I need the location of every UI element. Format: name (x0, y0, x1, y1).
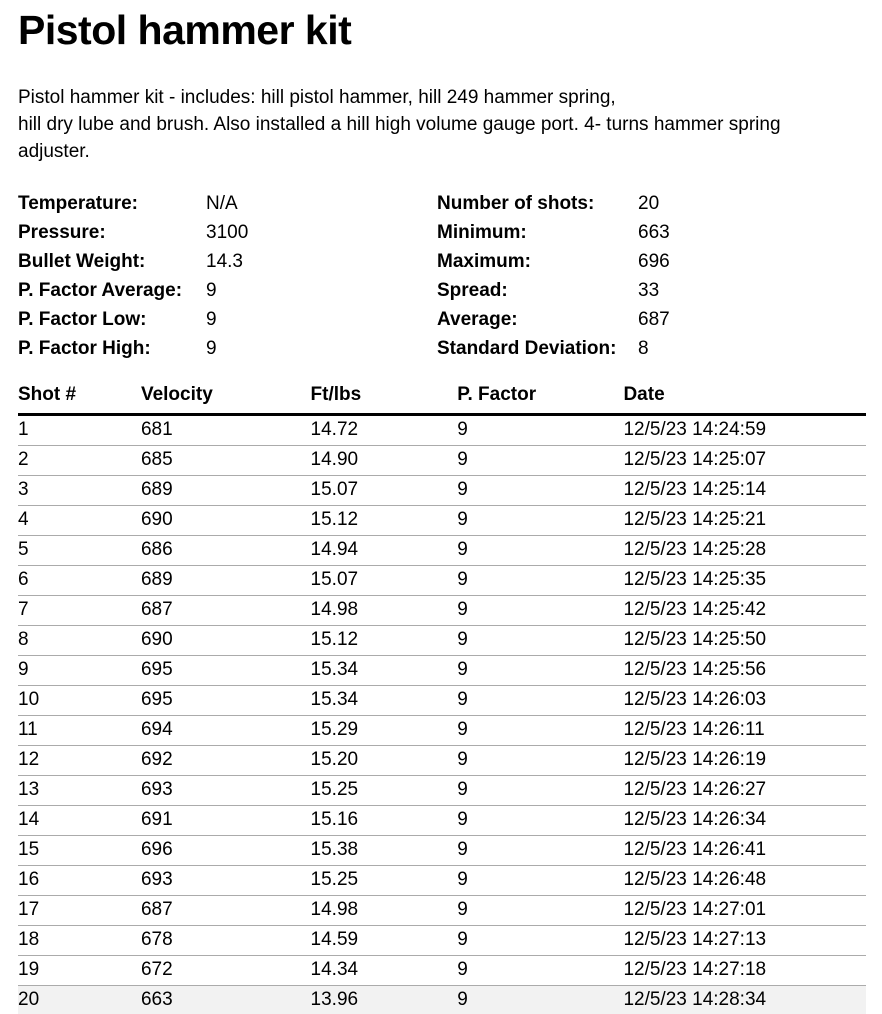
table-cell: 12/5/23 14:26:27 (623, 776, 866, 806)
table-cell: 9 (457, 896, 623, 926)
column-header: Shot # (18, 384, 141, 415)
table-cell: 9 (457, 446, 623, 476)
table-cell: 9 (457, 596, 623, 626)
stat-label: Maximum: (437, 251, 531, 273)
table-row (18, 866, 866, 896)
table-cell: 9 (457, 776, 623, 806)
table-row (18, 836, 866, 866)
stat-value: 696 (638, 251, 670, 273)
table-cell: 2 (18, 446, 141, 476)
stat-value: 9 (206, 280, 217, 302)
stat-label: Minimum: (437, 222, 527, 244)
table-cell: 12/5/23 14:25:14 (623, 476, 866, 506)
table-row (18, 956, 866, 986)
table-cell: 12/5/23 14:26:03 (623, 686, 866, 716)
stat-row (437, 334, 866, 363)
table-row (18, 506, 866, 536)
table-cell: 15.07 (311, 476, 458, 506)
table-cell: 12/5/23 14:25:07 (623, 446, 866, 476)
stat-label: P. Factor Low: (18, 309, 147, 331)
table-cell: 12/5/23 14:24:59 (623, 415, 866, 446)
table-cell: 9 (457, 926, 623, 956)
stat-row (437, 218, 866, 247)
table-cell: 6 (18, 566, 141, 596)
table-cell: 687 (141, 896, 311, 926)
table-cell: 9 (457, 476, 623, 506)
table-cell: 696 (141, 836, 311, 866)
table-cell: 12/5/23 14:26:34 (623, 806, 866, 836)
stat-row (18, 247, 437, 276)
table-cell: 9 (457, 806, 623, 836)
table-cell: 12/5/23 14:25:28 (623, 536, 866, 566)
table-cell: 17 (18, 896, 141, 926)
table-row (18, 896, 866, 926)
table-cell: 689 (141, 476, 311, 506)
description-line: hill dry lube and brush. Also installed a hill high volume gauge port. 4- turns hammer spring (18, 114, 781, 136)
stat-value: 8 (638, 338, 649, 360)
table-cell: 12/5/23 14:26:19 (623, 746, 866, 776)
table-cell: 18 (18, 926, 141, 956)
stat-label: Bullet Weight: (18, 251, 146, 273)
stat-value: 9 (206, 338, 217, 360)
summary-stats (18, 189, 866, 363)
page-title: Pistol hammer kit (18, 7, 352, 53)
table-cell: 9 (457, 986, 623, 1014)
table-cell: 15.12 (311, 506, 458, 536)
description (18, 84, 866, 165)
table-cell: 12/5/23 14:25:56 (623, 656, 866, 686)
column-header: Date (623, 384, 866, 415)
table-cell: 690 (141, 506, 311, 536)
table-cell: 695 (141, 686, 311, 716)
table-cell: 14.90 (311, 446, 458, 476)
table-row (18, 806, 866, 836)
table-cell: 12/5/23 14:26:11 (623, 716, 866, 746)
table-cell: 12/5/23 14:25:42 (623, 596, 866, 626)
table-cell: 15.25 (311, 866, 458, 896)
table-cell: 7 (18, 596, 141, 626)
table-cell: 15 (18, 836, 141, 866)
table-cell: 690 (141, 626, 311, 656)
table-cell: 12/5/23 14:26:48 (623, 866, 866, 896)
table-row (18, 746, 866, 776)
table-cell: 12/5/23 14:26:41 (623, 836, 866, 866)
stat-label: Standard Deviation: (437, 338, 617, 360)
stats-left (18, 189, 437, 363)
stat-label: Pressure: (18, 222, 106, 244)
table-cell: 3 (18, 476, 141, 506)
stat-row (437, 189, 866, 218)
shots-table-section (18, 384, 866, 1014)
stat-label: Spread: (437, 280, 508, 302)
stat-label: Average: (437, 309, 518, 331)
shots-table (18, 384, 866, 1014)
table-cell: 10 (18, 686, 141, 716)
table-cell: 15.07 (311, 566, 458, 596)
table-cell: 9 (457, 656, 623, 686)
table-row (18, 686, 866, 716)
table-cell: 12/5/23 14:27:13 (623, 926, 866, 956)
description-line: Pistol hammer kit - includes: hill pistol hammer, hill 249 hammer spring, (18, 87, 616, 109)
table-cell: 685 (141, 446, 311, 476)
table-cell: 12/5/23 14:27:01 (623, 896, 866, 926)
table-cell: 9 (457, 415, 623, 446)
table-cell: 9 (457, 956, 623, 986)
stat-label: Number of shots: (437, 193, 595, 215)
table-cell: 12 (18, 746, 141, 776)
table-cell: 5 (18, 536, 141, 566)
stat-row (437, 305, 866, 334)
table-cell: 1 (18, 415, 141, 446)
table-cell: 9 (18, 656, 141, 686)
stat-row (18, 189, 437, 218)
table-cell: 15.16 (311, 806, 458, 836)
table-cell: 663 (141, 986, 311, 1014)
table-cell: 689 (141, 566, 311, 596)
table-cell: 15.34 (311, 686, 458, 716)
table-cell: 16 (18, 866, 141, 896)
description-line: adjuster. (18, 141, 90, 163)
table-row (18, 926, 866, 956)
table-cell: 686 (141, 536, 311, 566)
column-header: P. Factor (457, 384, 623, 415)
table-cell: 12/5/23 14:27:18 (623, 956, 866, 986)
table-cell: 12/5/23 14:25:21 (623, 506, 866, 536)
stat-value: 14.3 (206, 251, 243, 273)
table-cell: 687 (141, 596, 311, 626)
table-cell: 8 (18, 626, 141, 656)
stat-row (437, 247, 866, 276)
table-cell: 13.96 (311, 986, 458, 1014)
table-cell: 15.38 (311, 836, 458, 866)
table-cell: 20 (18, 986, 141, 1014)
table-cell: 692 (141, 746, 311, 776)
stat-value: 20 (638, 193, 660, 215)
table-cell: 695 (141, 656, 311, 686)
stat-value: 663 (638, 222, 670, 244)
table-cell: 14.94 (311, 536, 458, 566)
table-row (18, 446, 866, 476)
table-cell: 14 (18, 806, 141, 836)
stats-right (437, 189, 866, 363)
stat-label: Temperature: (18, 193, 139, 215)
table-cell: 14.98 (311, 896, 458, 926)
table-cell: 15.29 (311, 716, 458, 746)
table-row (18, 415, 866, 446)
shots-table-body (18, 415, 866, 1014)
stat-value: 33 (638, 280, 660, 302)
stat-label: P. Factor High: (18, 338, 151, 360)
stat-row (18, 305, 437, 334)
stat-value: N/A (206, 193, 238, 215)
table-cell: 691 (141, 806, 311, 836)
table-row (18, 776, 866, 806)
table-row (18, 476, 866, 506)
table-cell: 9 (457, 536, 623, 566)
table-cell: 681 (141, 415, 311, 446)
table-cell: 9 (457, 626, 623, 656)
table-cell: 19 (18, 956, 141, 986)
table-cell: 693 (141, 776, 311, 806)
header-row (18, 384, 866, 415)
table-row (18, 656, 866, 686)
stat-row (18, 218, 437, 247)
stat-value: 687 (638, 309, 670, 331)
stat-value: 9 (206, 309, 217, 331)
stat-row (18, 334, 437, 363)
table-cell: 9 (457, 566, 623, 596)
stat-label: P. Factor Average: (18, 280, 183, 302)
table-cell: 15.20 (311, 746, 458, 776)
table-row (18, 536, 866, 566)
table-row (18, 596, 866, 626)
table-cell: 9 (457, 686, 623, 716)
stat-row (437, 276, 866, 305)
table-cell: 12/5/23 14:25:50 (623, 626, 866, 656)
table-cell: 678 (141, 926, 311, 956)
table-cell: 13 (18, 776, 141, 806)
table-cell: 15.12 (311, 626, 458, 656)
table-row (18, 626, 866, 656)
table-cell: 9 (457, 746, 623, 776)
table-cell: 672 (141, 956, 311, 986)
table-cell: 14.34 (311, 956, 458, 986)
table-cell: 14.72 (311, 415, 458, 446)
table-cell: 15.34 (311, 656, 458, 686)
shots-table-header (18, 384, 866, 415)
table-row (18, 986, 866, 1014)
table-cell: 12/5/23 14:28:34 (623, 986, 866, 1014)
table-cell: 9 (457, 836, 623, 866)
table-cell: 15.25 (311, 776, 458, 806)
table-cell: 14.98 (311, 596, 458, 626)
table-cell: 9 (457, 866, 623, 896)
table-cell: 4 (18, 506, 141, 536)
table-cell: 9 (457, 716, 623, 746)
table-cell: 14.59 (311, 926, 458, 956)
table-cell: 11 (18, 716, 141, 746)
stat-value: 3100 (206, 222, 249, 244)
table-cell: 12/5/23 14:25:35 (623, 566, 866, 596)
table-row (18, 566, 866, 596)
table-cell: 9 (457, 506, 623, 536)
column-header: Velocity (141, 384, 311, 415)
table-row (18, 716, 866, 746)
table-cell: 694 (141, 716, 311, 746)
stat-row (18, 276, 437, 305)
table-cell: 693 (141, 866, 311, 896)
column-header: Ft/lbs (311, 384, 458, 415)
